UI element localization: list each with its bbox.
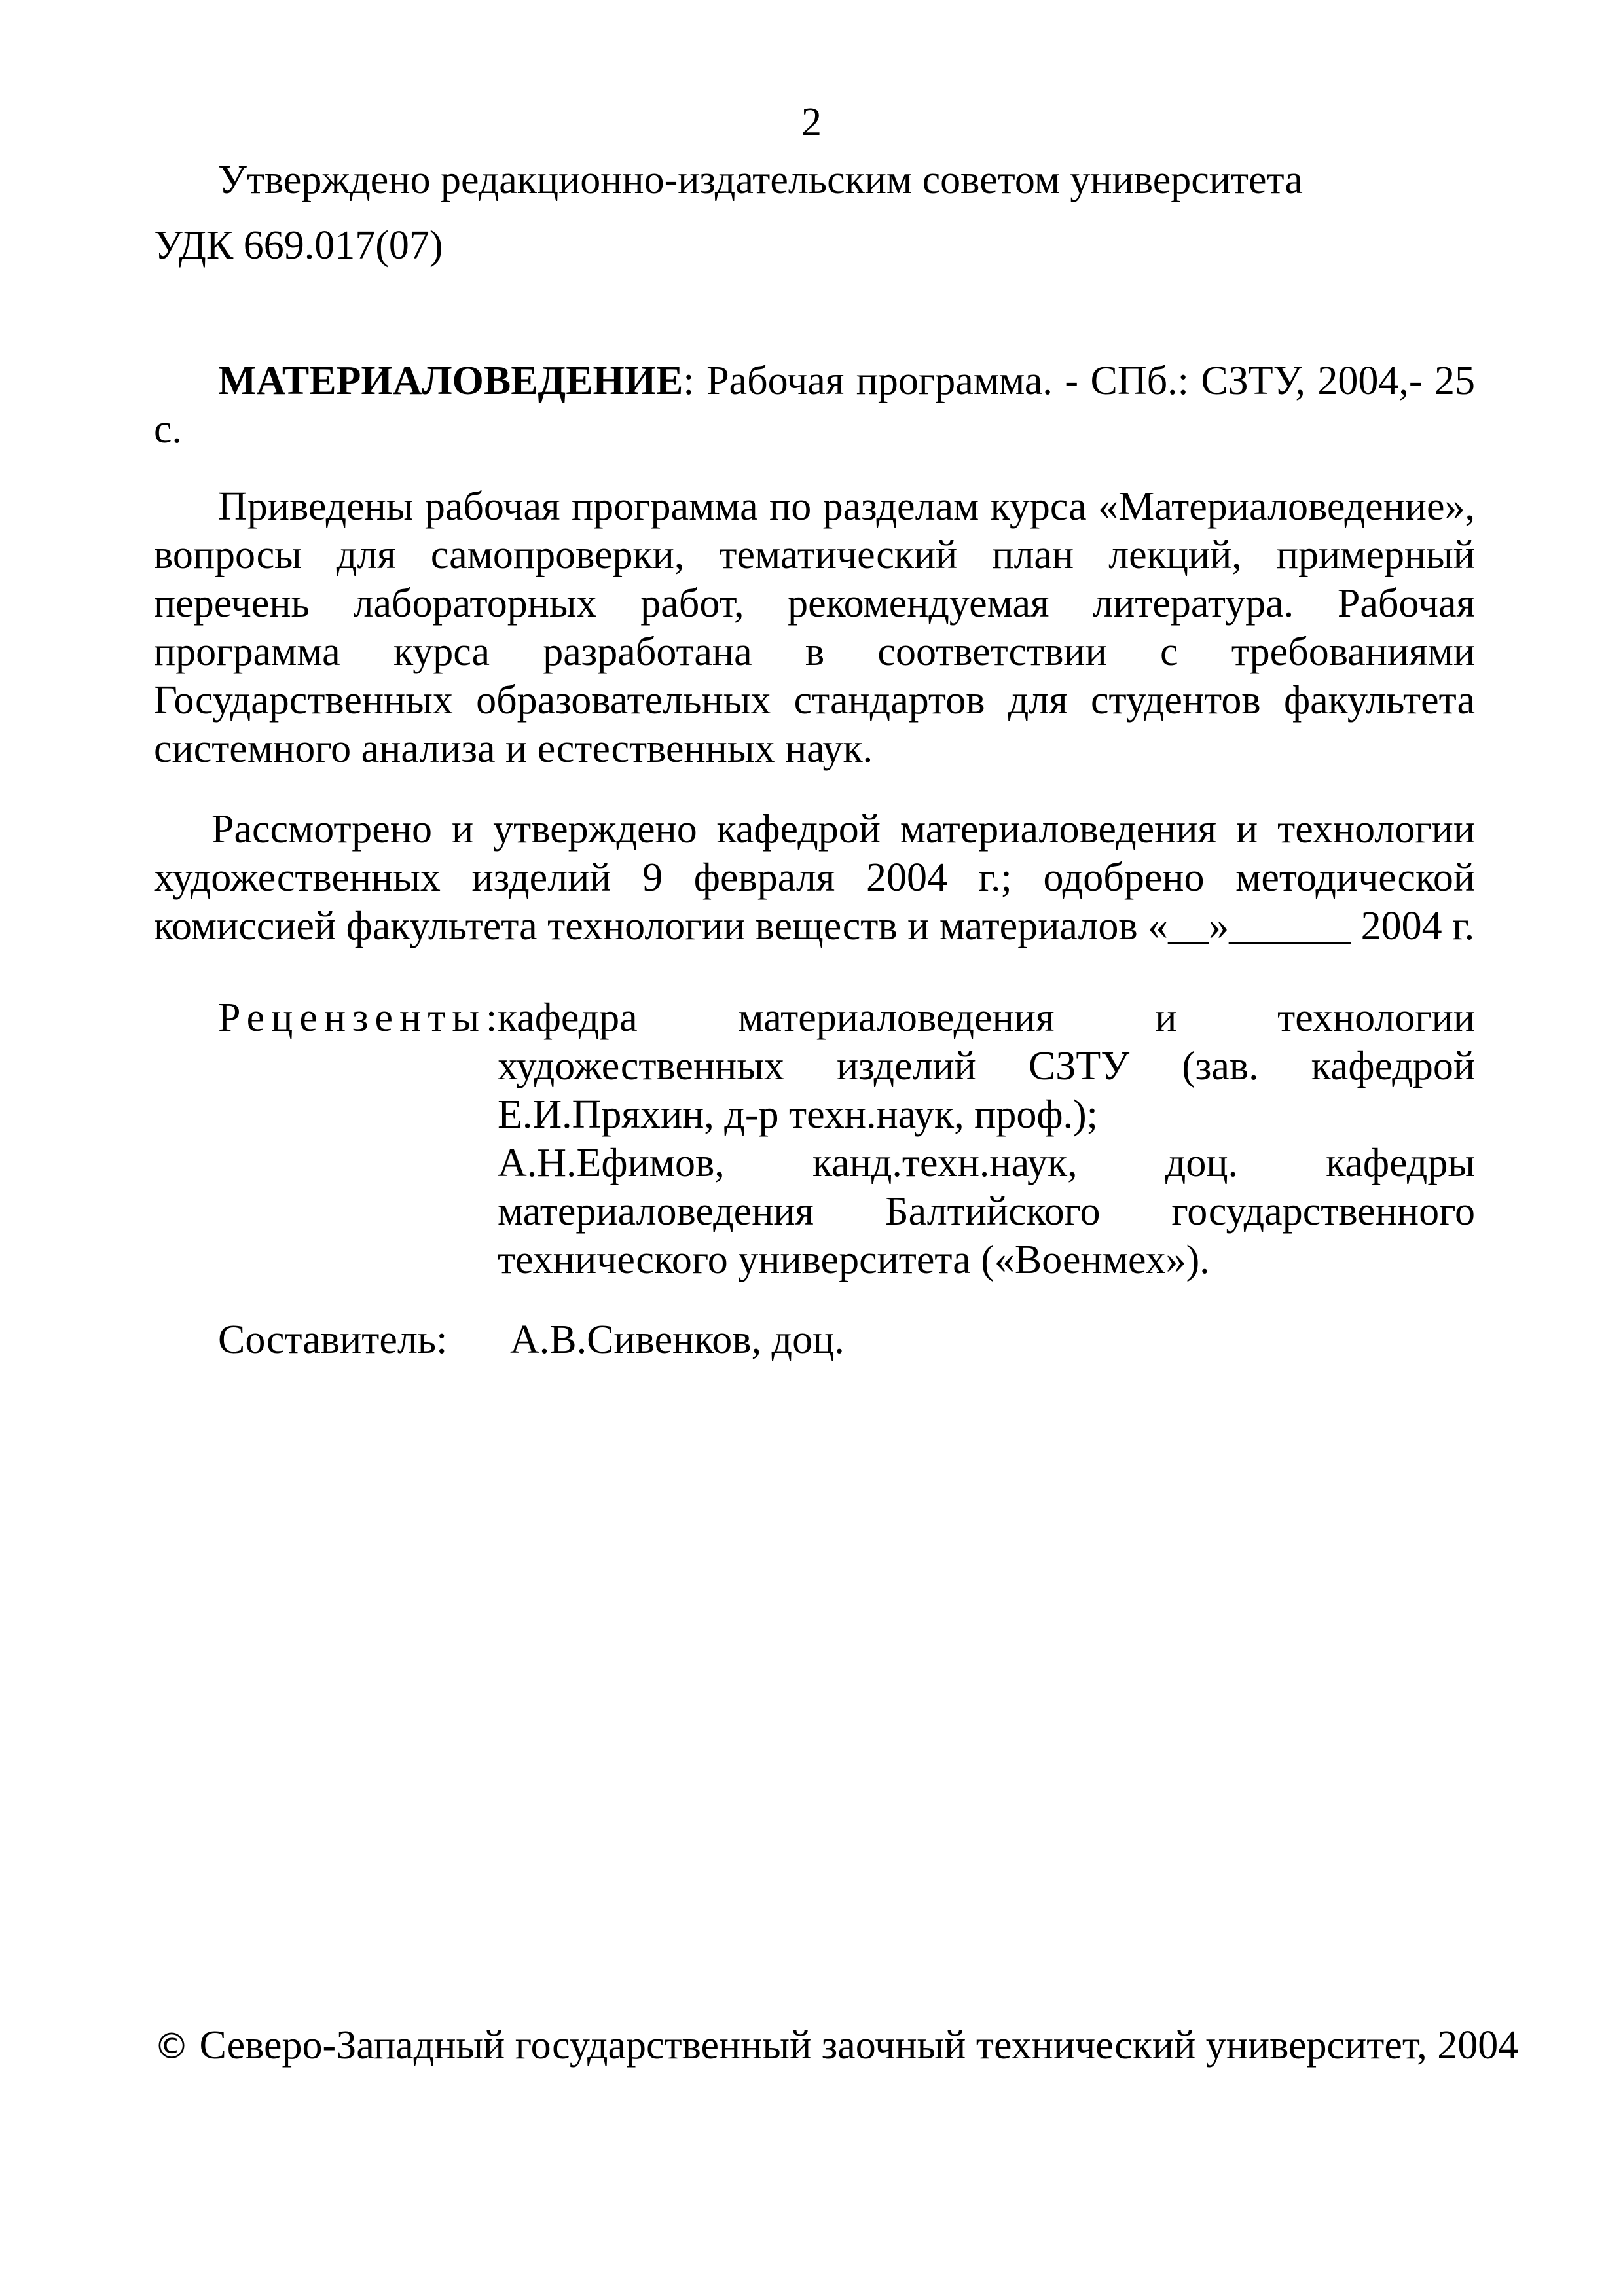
department-approval-text: Рассмотрено и утверждено кафедрой материаловедения и технологии художественных изделий 9 февраля 2004 г.; одобрено методической комиссией факультета технологии веществ и материалов «__»______ 2004 г. — [154, 807, 1475, 948]
reviewers-label-text: Рецензенты — [218, 996, 486, 1040]
copyright-icon: © — [154, 2026, 189, 2067]
reviewers-colon: : — [486, 996, 498, 1040]
reviewer-item: А.Н.Ефимов, канд.техн.наук, доц. кафедры материаловедения Балтийского государственного технического университета («Военмех»). — [498, 1141, 1475, 1282]
copyright-text: Северо-Западный государственный заочный технический университет, 2004 — [189, 2023, 1519, 2068]
document-title: МАТЕРИАЛОВЕДЕНИЕ — [218, 359, 684, 403]
approval-statement: Утверждено редакционно-издательским советом университета — [218, 158, 1303, 202]
copyright-notice — [154, 2021, 1518, 2070]
reviewer-item: кафедра материаловедения и технологии художественных изделий СЗТУ (зав. кафедрой Е.И.Пряхин, д-р техн.наук, проф.); — [498, 996, 1475, 1137]
bibliographic-details: : Рабочая программа. - СПб.: СЗТУ, 2004,- 25 с. — [154, 359, 1475, 452]
compiler-name: А.В.Сивенков, доц. — [510, 1318, 845, 1362]
page-number: 2 — [801, 100, 822, 145]
udk-code: УДК 669.017(07) — [154, 223, 443, 268]
summary-paragraph — [154, 482, 1475, 773]
reviewers-list — [498, 994, 1475, 1284]
summary-text: Приведены рабочая программа по разделам курса «Материаловедение», вопросы для самопроверки, тематический план лекций, примерный перечень лабораторных работ, рекомендуемая литература. Рабочая программа курса разработана в соответствии с требованиями Государственных образовательных стандартов для студентов факультета системного анализа и естественных наук. — [154, 484, 1475, 771]
reviewers-label — [218, 994, 497, 1042]
compiler-label: Составитель: — [218, 1318, 448, 1362]
bibliographic-description — [154, 357, 1475, 454]
department-approval-paragraph — [154, 805, 1475, 950]
